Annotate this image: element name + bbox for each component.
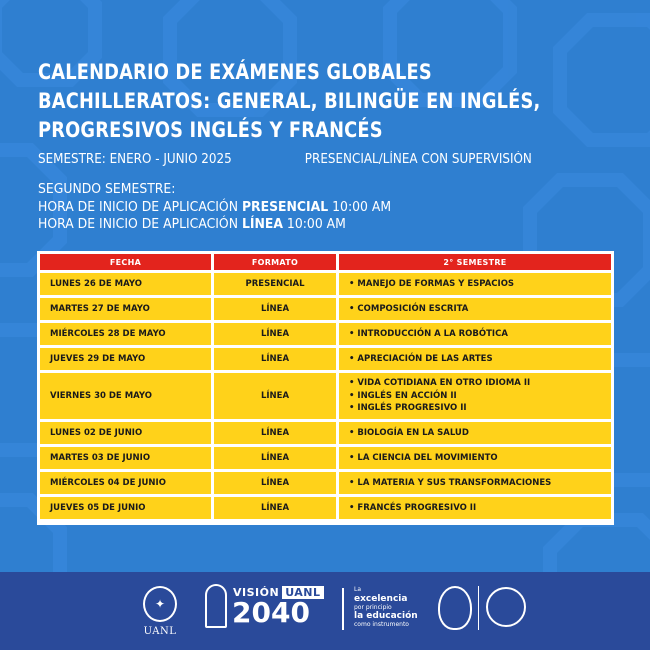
- vision-emblem-icon: [205, 584, 227, 628]
- presencial-bold: PRESENCIAL: [241, 198, 329, 215]
- cell-materias: [339, 447, 611, 469]
- schedule-label: SEGUNDO SEMESTRE:: [38, 181, 176, 197]
- cell-fecha: MIÉRCOLES 28 DE MAYO: [40, 323, 211, 345]
- vision-logo: [205, 584, 320, 634]
- cell-materias: [339, 273, 611, 295]
- cell-fecha: JUEVES 05 DE JUNIO: [40, 497, 211, 519]
- cell-materias: [339, 497, 611, 519]
- subject-item: • INGLÉS PROGRESIVO II: [349, 402, 605, 415]
- cell-formato: LÍNEA: [214, 472, 336, 494]
- vision-year: 2040: [232, 596, 310, 629]
- seal-icon: [438, 586, 472, 630]
- linea-bold: LÍNEA: [241, 216, 283, 232]
- vision-tag: UANL: [282, 586, 323, 599]
- cell-formato: LÍNEA: [214, 298, 336, 320]
- cell-fecha: MARTES 03 DE JUNIO: [40, 447, 211, 469]
- semester-label: SEMESTRE: ENERO - JUNIO 2025: [38, 152, 232, 167]
- cell-materias: [339, 298, 611, 320]
- subject-item: • VIDA COTIDIANA EN OTRO IDIOMA II: [349, 377, 605, 390]
- motto-line: excelencia: [354, 593, 408, 604]
- presencial-prefix: HORA DE INICIO DE APLICACIÓN: [38, 198, 242, 215]
- subject-item: • LA CIENCIA DEL MOVIMIENTO: [349, 452, 605, 465]
- cell-formato: LÍNEA: [214, 323, 336, 345]
- motto-line: como instrumento: [354, 621, 409, 628]
- cell-materias: [339, 422, 611, 444]
- cell-fecha: VIERNES 30 DE MAYO: [40, 373, 211, 419]
- subject-item: • INTRODUCCIÓN A LA ROBÓTICA: [349, 328, 605, 341]
- cell-formato: PRESENCIAL: [214, 273, 336, 295]
- cell-fecha: MARTES 27 DE MAYO: [40, 298, 211, 320]
- cell-formato: LÍNEA: [214, 447, 336, 469]
- cell-materias: [339, 348, 611, 370]
- cell-materias: [339, 373, 611, 419]
- semester-info: [38, 151, 590, 168]
- cell-formato: LÍNEA: [214, 348, 336, 370]
- motto-line: La: [354, 586, 362, 593]
- cell-fecha: LUNES 26 DE MAYO: [40, 273, 211, 295]
- vision-word: VISIÓN: [233, 586, 280, 599]
- subject-item: • FRANCÉS PROGRESIVO II: [349, 502, 605, 515]
- cell-fecha: LUNES 02 DE JUNIO: [40, 422, 211, 444]
- table-row: [40, 348, 611, 370]
- table-row: [40, 373, 611, 419]
- uanl-shield-icon: ✦: [143, 586, 177, 622]
- table-row: [40, 447, 611, 469]
- footer: [0, 572, 650, 650]
- uanl-logo: [140, 586, 180, 637]
- exam-table-container: [37, 251, 614, 525]
- subject-item: • MANEJO DE FORMAS Y ESPACIOS: [349, 278, 605, 291]
- linea-time-line: [38, 216, 590, 234]
- header-semestre: 2° SEMESTRE: [339, 254, 611, 270]
- schedule-info: [38, 181, 590, 234]
- title-line: PROGRESIVOS INGLÉS Y FRANCÉS: [38, 118, 383, 143]
- cell-formato: LÍNEA: [214, 422, 336, 444]
- table-row: [40, 422, 611, 444]
- cell-fecha: JUEVES 29 DE MAYO: [40, 348, 211, 370]
- page-title: [38, 58, 581, 145]
- seal-icon: [486, 587, 526, 627]
- motto-text: [354, 586, 418, 629]
- subject-item: • BIOLOGÍA EN LA SALUD: [349, 427, 605, 440]
- subject-item: • LA MATERIA Y SUS TRANSFORMACIONES: [349, 477, 605, 490]
- subject-item: • INGLÉS EN ACCIÓN II: [349, 390, 605, 403]
- cell-materias: [339, 323, 611, 345]
- table-row: [40, 472, 611, 494]
- table-row: [40, 273, 611, 295]
- title-line: CALENDARIO DE EXÁMENES GLOBALES: [38, 60, 432, 85]
- table-header-row: [40, 254, 611, 270]
- cell-formato: LÍNEA: [214, 497, 336, 519]
- presencial-time: 10:00 AM: [328, 198, 392, 215]
- table-row: [40, 497, 611, 519]
- table-body: [40, 273, 611, 519]
- logo-divider: [478, 586, 479, 630]
- presencial-time-line: [38, 199, 590, 217]
- table-row: [40, 298, 611, 320]
- title-line: BACHILLERATOS: GENERAL, BILINGÜE EN INGLÉS,: [38, 89, 541, 114]
- linea-prefix: HORA DE INICIO DE APLICACIÓN: [38, 216, 242, 232]
- motto-line: por principio: [354, 603, 392, 611]
- exam-table: [37, 251, 614, 522]
- torch-icon: [342, 588, 352, 630]
- header-fecha: FECHA: [40, 254, 211, 270]
- table-row: [40, 323, 611, 345]
- motto-line: la educación: [354, 611, 418, 621]
- subject-item: • APRECIACIÓN DE LAS ARTES: [349, 353, 605, 366]
- linea-time: 10:00 AM: [282, 216, 346, 232]
- cell-fecha: MIÉRCOLES 04 DE JUNIO: [40, 472, 211, 494]
- uanl-name: UANL: [143, 626, 177, 637]
- subject-item: • COMPOSICIÓN ESCRITA: [349, 303, 605, 316]
- cell-materias: [339, 472, 611, 494]
- cell-formato: LÍNEA: [214, 373, 336, 419]
- header-formato: FORMATO: [214, 254, 336, 270]
- modality-label: PRESENCIAL/LÍNEA CON SUPERVISIÓN: [304, 152, 532, 167]
